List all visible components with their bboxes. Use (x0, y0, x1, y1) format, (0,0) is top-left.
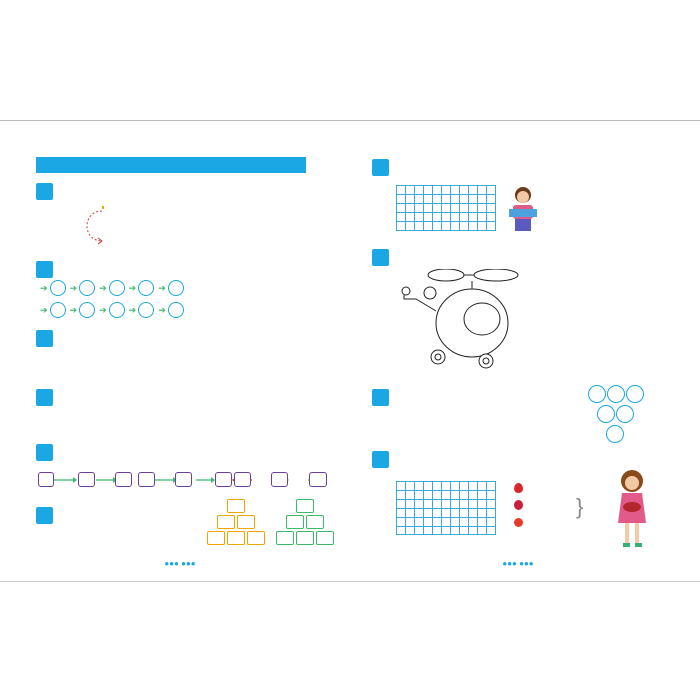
pyramid-2 (283, 499, 347, 555)
exercise-number (36, 444, 53, 461)
cube-empty[interactable] (276, 531, 294, 545)
cube-empty[interactable] (207, 531, 225, 545)
cube (237, 515, 255, 529)
cube (227, 531, 245, 545)
answer-box[interactable] (115, 472, 132, 487)
exercise-number (36, 330, 53, 347)
color-legend (578, 271, 646, 375)
ball-empty[interactable] (616, 405, 634, 423)
cube-empty[interactable] (316, 531, 334, 545)
cube (296, 499, 314, 513)
answer-circle[interactable] (109, 280, 125, 296)
girl-reading-illustration (505, 183, 541, 233)
number-box (309, 472, 327, 487)
exercise-number (372, 389, 389, 406)
chain-row-1: ➔ ➔ ➔ ➔ ➔ (38, 280, 184, 296)
redcurrant-icon (514, 518, 523, 527)
answer-circle[interactable] (109, 302, 125, 318)
cube (286, 515, 304, 529)
exercise-number (36, 261, 53, 278)
difference-balls (570, 383, 670, 443)
answer-box[interactable] (234, 472, 251, 487)
page-number-left: ●●● ●●● (164, 559, 196, 568)
answer-circle[interactable] (168, 302, 184, 318)
ball (626, 385, 644, 403)
answer-box[interactable] (215, 472, 232, 487)
answer-grid[interactable] (396, 481, 496, 535)
exercise-number (372, 249, 389, 266)
ex1-table (102, 206, 104, 209)
answer-circle[interactable] (79, 280, 95, 296)
exercise-number (36, 507, 53, 524)
pyramid-1 (214, 499, 278, 555)
cube (296, 531, 314, 545)
ball-empty[interactable] (597, 405, 615, 423)
answer-circle[interactable] (50, 280, 66, 296)
ball-empty[interactable] (606, 425, 624, 443)
cube-empty[interactable] (306, 515, 324, 529)
arrow-icon (78, 207, 104, 247)
exercise-number (372, 159, 389, 176)
exercise-number (372, 451, 389, 468)
ball (588, 385, 606, 403)
number-box (175, 472, 192, 487)
ball (607, 385, 625, 403)
raspberry-icon (514, 500, 523, 510)
cube (227, 499, 245, 513)
girl-with-basket-illustration (612, 467, 652, 551)
answer-box[interactable] (271, 472, 288, 487)
workbook-spread (0, 120, 700, 582)
cube-empty[interactable] (217, 515, 235, 529)
exercise-number (36, 183, 53, 200)
number-box (38, 472, 54, 487)
answer-circle[interactable] (79, 302, 95, 318)
chain-row-2: ➔ ➔ ➔ ➔ ➔ (38, 302, 184, 318)
answer-circle[interactable] (138, 280, 154, 296)
exercise-number (36, 389, 53, 406)
page-title (36, 157, 306, 173)
answer-grid[interactable] (396, 185, 496, 231)
answer-box[interactable] (138, 472, 155, 487)
answer-circle[interactable] (168, 280, 184, 296)
helicopter-picture (384, 269, 544, 377)
page-number-right: ●●● ●●● (502, 559, 534, 568)
cube-empty[interactable] (247, 531, 265, 545)
berries-list: } (514, 481, 584, 535)
answer-circle[interactable] (138, 302, 154, 318)
answer-circle[interactable] (50, 302, 66, 318)
strawberry-icon (514, 483, 523, 493)
answer-box[interactable] (78, 472, 95, 487)
